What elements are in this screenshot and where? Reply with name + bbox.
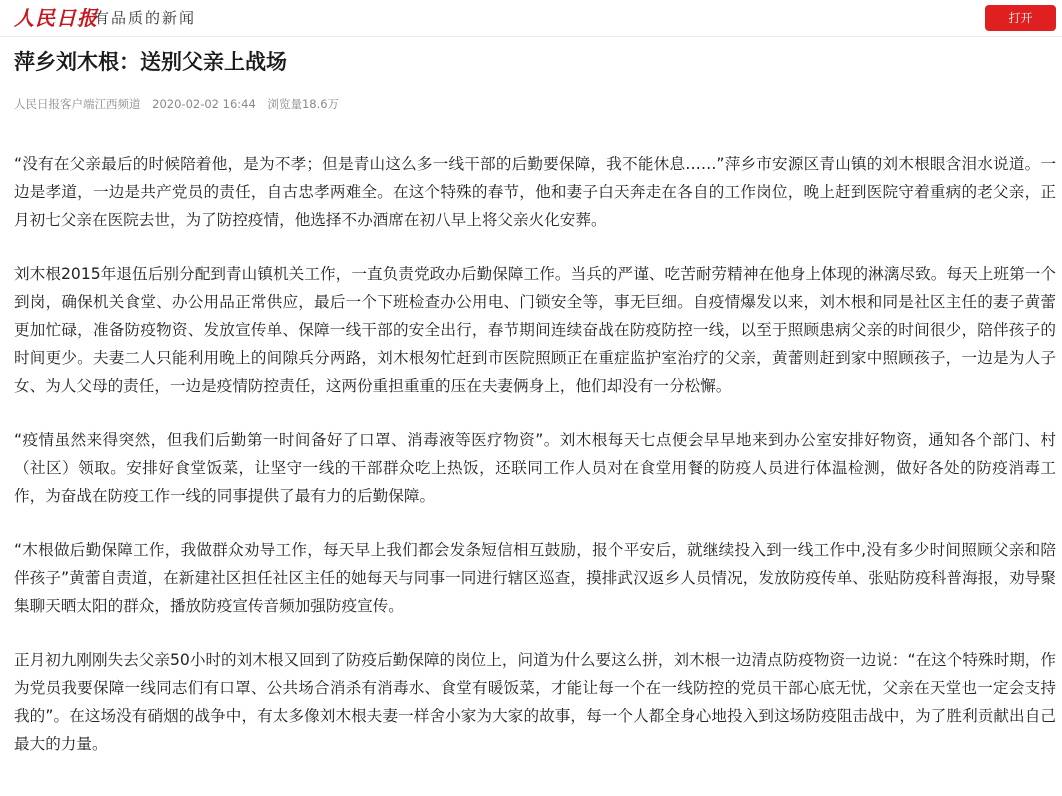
article-paragraph: “没有在父亲最后的时候陪着他，是为不孝；但是青山这么多一线干部的后勤要保障，我不能休息……”萍乡市安源区青山镇的刘木根眼含泪水说道。一边是孝道，一边是共产党员的责任，自古忠孝两难全。在这个特殊的春节，他和妻子白天奔走在各自的工作岗位，晚上赶到医院守着重病的老父亲，正月初七父亲在医院去世，为了防控疫情，他选择不办酒席在初八早上将父亲火化安葬。	[14, 155, 1056, 229]
top-bar	[0, 0, 1062, 37]
open-app-button[interactable]: 打开	[985, 5, 1056, 31]
article-views: 浏览量18.6万	[267, 97, 340, 111]
article-body	[14, 150, 1056, 784]
article-title: 萍乡刘木根：送别父亲上战场	[14, 50, 287, 74]
brand-logo: 人民日报	[14, 6, 98, 30]
article-meta	[14, 95, 347, 113]
article-source: 人民日报客户端江西频道	[14, 97, 141, 111]
article-paragraph: “木根做后勤保障工作，我做群众劝导工作，每天早上我们都会发条短信相互鼓励，报个平安后，就继续投入到一线工作中,没有多少时间照顾父亲和陪伴孩子”黄蕾自责道，在新建社区担任社区主任的她每天与同事一同进行辖区巡查，摸排武汉返乡人员情况，发放防疫传单、张贴防疫科普海报，劝导聚集聊天晒太阳的群众，播放防疫宣传音频加强防疫宣传。	[14, 541, 1056, 615]
article-paragraph: 刘木根2015年退伍后别分配到青山镇机关工作，一直负责党政办后勤保障工作。当兵的严谨、吃苦耐劳精神在他身上体现的淋漓尽致。每天上班第一个到岗，确保机关食堂、办公用品正常供应，最后一个下班检查办公用电、门锁安全等，事无巨细。自疫情爆发以来，刘木根和同是社区主任的妻子黄蕾更加忙碌，准备防疫物资、发放宣传单、保障一线干部的安全出行，春节期间连续奋战在防疫防控一线，以至于照顾患病父亲的时间很少，陪伴孩子的时间更少。夫妻二人只能利用晚上的间隙兵分两路，刘木根匆忙赶到市医院照顾正在重症监护室治疗的父亲，黄蕾则赶到家中照顾孩子，一边是为人子女、为人父母的责任，一边是疫情防控责任，这两份重担重重的压在夫妻俩身上，他们却没有一分松懈。	[14, 265, 1056, 395]
article-paragraph: “疫情虽然来得突然，但我们后勤第一时间备好了口罩、消毒液等医疗物资”。刘木根每天七点便会早早地来到办公室安排好物资，通知各个部门、村（社区）领取。安排好食堂饭菜，让坚守一线的干部群众吃上热饭，还联同工作人员对在食堂用餐的防疫人员进行体温检测，做好各处的防疫消毒工作，为奋战在防疫工作一线的同事提供了最有力的后勤保障。	[14, 431, 1056, 505]
article-paragraph: 正月初九刚刚失去父亲50小时的刘木根又回到了防疫后勤保障的岗位上，问道为什么要这么拼，刘木根一边清点防疫物资一边说：“在这个特殊时期，作为党员我要保障一线同志们有口罩、公共场合消杀有消毒水、食堂有暖饭菜，才能让每一个在一线防控的党员干部心底无忧，父亲在天堂也一定会支持我的”。在这场没有硝烟的战争中，有太多像刘木根夫妻一样舍小家为大家的故事，每一个人都全身心地投入到这场防疫阻击战中，为了胜利贡献出自己最大的力量。	[14, 651, 1056, 753]
article-datetime: 2020-02-02 16:44	[152, 97, 256, 111]
brand-slogan: 有品质的新闻	[94, 9, 197, 27]
